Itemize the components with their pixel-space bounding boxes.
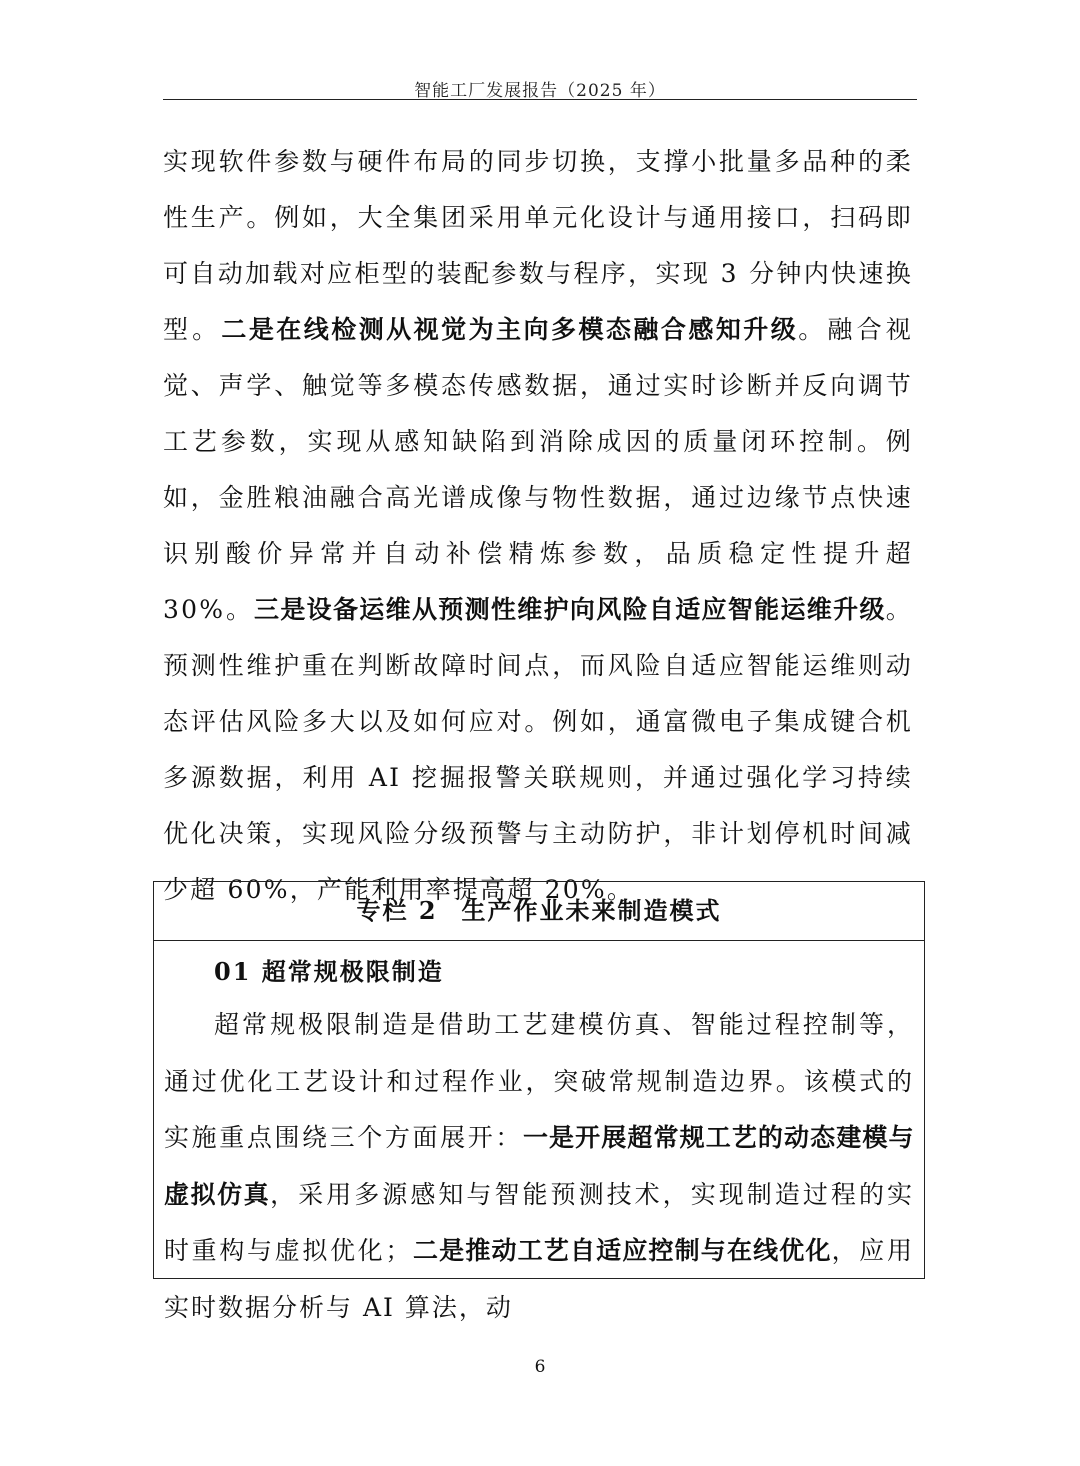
page-number: 6 [534,1357,546,1377]
column-text-segment: ，应用实时数据分析与 AI 算法，动 [164,1236,914,1322]
bold-point-two: 二是在线检测从视觉为主向多模态融合感知升级 [221,315,799,344]
bold-point-two: 二是推动工艺自适应控制与在线优化 [412,1236,832,1265]
column-title: 生产作业未来制造模式 [461,896,722,925]
body-text-segment: 实现软件参数与硬件布局的同步切换，支撑小批量多品种的柔性生产。例如，大全集团采用单元化设计与通用接口，扫码即可自动加载对应柜型的装配参数与程序，实现 3 分钟内快速换型。 [163,147,913,344]
header-divider [163,99,917,100]
column-paragraph [154,997,924,1336]
bold-point-one: 一是开展超常规工艺的动态建模与虚拟仿真 [164,1123,914,1209]
column-label: 专栏 2 [356,896,438,925]
column-subheading: 01 超常规极限制造 [214,957,444,986]
body-text-segment: 。融合视觉、声学、触觉等多模态传感数据，通过实时诊断并反向调节工艺参数，实现从感知缺陷到消除成因的质量闭环控制。例如，金胜粮油融合高光谱成像与物性数据，通过边缘节点快速识别酸价异常并自动补偿精炼参数，品质稳定性提升超 30%。 [163,315,913,624]
body-text-segment: 。预测性维护重在判断故障时间点，而风险自适应智能运维则动态评估风险多大以及如何应对。例如，通富微电子集成键合机多源数据，利用 AI 挖掘报警关联规则，并通过强化学习持续优化决策，实现风险分级预警与主动防护，非计划停机时间减少超 60%，产能利用率提高超 20%。 [163,595,913,904]
column-text-segment: ，采用多源感知与智能预测技术，实现制造过程的实时重构与虚拟优化； [164,1179,914,1265]
running-header: 智能工厂发展报告（2025 年） [414,81,666,101]
column-box-title [154,882,924,941]
bold-point-three: 三是设备运维从预测性维护向风险自适应智能运维升级 [254,595,886,624]
body-paragraph [163,134,913,918]
column-text-segment: 超常规极限制造是借助工艺建模仿真、智能过程控制等，通过优化工艺设计和过程作业，突破常规制造边界。该模式的实施重点围绕三个方面展开： [164,1010,914,1152]
column-box [153,881,925,1322]
